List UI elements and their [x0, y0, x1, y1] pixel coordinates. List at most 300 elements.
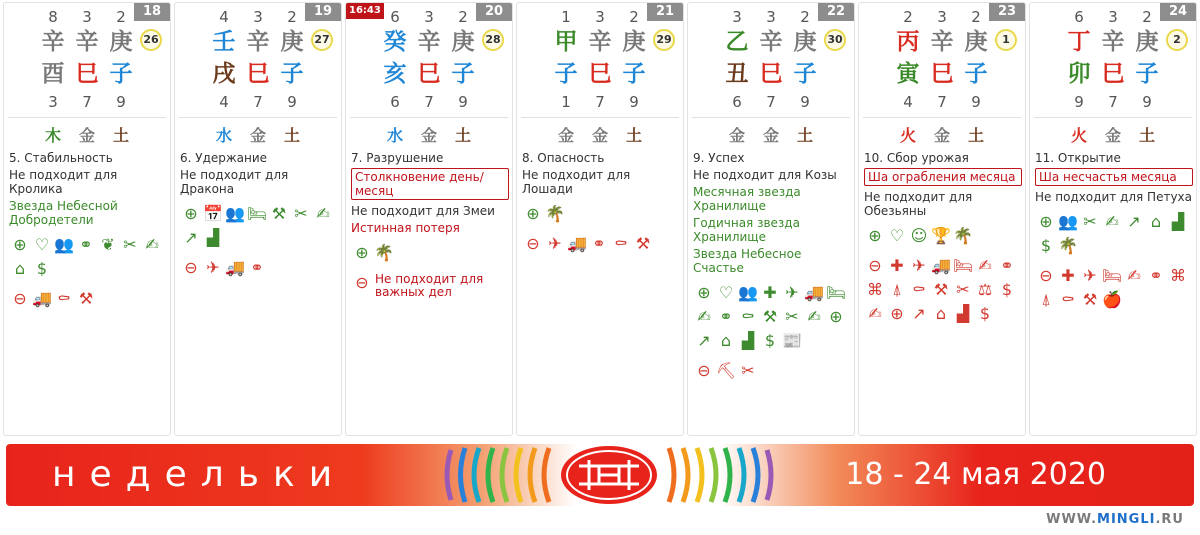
bad-activity-icon[interactable]: ⚭ [592, 234, 606, 253]
good-activity-icon[interactable]: ▟ [741, 331, 755, 350]
good-activity-icon[interactable]: ⚰ [741, 307, 755, 326]
stem-row [36, 27, 140, 57]
element-char: 火 [1070, 126, 1087, 145]
element-char: 水 [215, 126, 232, 145]
good-activity-icon[interactable]: ⊕ [184, 204, 198, 223]
day-details [180, 151, 338, 284]
element-char: 土 [112, 126, 129, 145]
bottom-number: 9 [629, 93, 639, 111]
top-number: 3 [1108, 8, 1118, 26]
bad-activity-icon[interactable]: 🛏 [1101, 266, 1123, 285]
bad-activity-icon[interactable]: $ [979, 304, 991, 323]
good-activity-icon[interactable]: ✍ [697, 307, 711, 326]
element-char: 金 [762, 126, 779, 145]
time-badge: 16:43 [346, 3, 384, 19]
good-activity-icon[interactable]: 🌴 [953, 226, 973, 245]
day-details [864, 151, 1022, 330]
branch-char: 巳 [1101, 61, 1125, 87]
branch-char: 子 [280, 61, 304, 87]
good-activity-icon[interactable]: ✍ [1105, 212, 1119, 231]
good-activity-icon[interactable]: ⊕ [355, 243, 369, 262]
element-char: 金 [728, 126, 745, 145]
top-numbers [36, 8, 140, 26]
bottom-numbers [378, 93, 482, 111]
branch-row [549, 59, 653, 89]
bottom-number: 4 [219, 93, 229, 111]
bad-activities [522, 232, 680, 256]
branch-char: 巳 [759, 61, 783, 87]
good-activity-icon[interactable]: ⊕ [829, 307, 843, 326]
day-note: Не подходит для Козы [693, 168, 837, 182]
bad-activity-icon[interactable]: ⊖ [868, 256, 882, 275]
site-suffix: .RU [1155, 512, 1184, 527]
top-number: 2 [971, 8, 981, 26]
branch-char: 卯 [1067, 61, 1091, 87]
element-row [378, 123, 482, 146]
moon-phase-icon: 27 [311, 29, 333, 51]
day-date: 19 [305, 3, 341, 21]
bad-activity-icon[interactable]: ✚ [1061, 266, 1075, 285]
branch-char: 寅 [896, 61, 920, 87]
day-title: 10. Сбор урожая [864, 151, 969, 165]
bad-activity-icon[interactable]: ⚭ [250, 258, 264, 277]
bad-activity-icon[interactable]: ⚒ [1082, 290, 1098, 309]
bad-activities [864, 254, 1022, 326]
bottom-numbers [549, 93, 653, 111]
stem-char: 甲 [554, 29, 578, 55]
good-activity-icon[interactable]: ↗ [697, 331, 711, 350]
bottom-number: 6 [732, 93, 742, 111]
good-activity-icon[interactable]: ♡ [889, 226, 905, 245]
good-activity-icon[interactable]: ⊕ [697, 283, 711, 302]
element-row [549, 123, 653, 146]
moon-phase-icon: 26 [140, 29, 162, 51]
bottom-numbers [36, 93, 140, 111]
good-activities [9, 233, 167, 281]
day-note: Не подходит для Петуха [1035, 190, 1193, 204]
bad-activity-icon[interactable]: ✚ [890, 256, 904, 275]
top-number: 6 [390, 8, 400, 26]
good-activity-icon[interactable]: 👥 [54, 235, 74, 254]
bad-activity-icon[interactable]: ⌂ [935, 304, 947, 323]
day-note: Ша ограбления месяца [864, 168, 1022, 186]
good-activity-icon[interactable]: ✂ [1083, 212, 1097, 231]
good-activity-icon[interactable]: ♡ [34, 235, 50, 254]
day-details [9, 151, 167, 315]
good-activity-icon[interactable]: 👥 [1058, 212, 1078, 231]
day-note: Ша несчастья месяца [1035, 168, 1193, 186]
stem-char: 辛 [75, 29, 99, 55]
bottom-number: 9 [116, 93, 126, 111]
day-note: Не подходит для Лошади [522, 168, 631, 196]
day-column [858, 2, 1026, 436]
stem-char: 庚 [1135, 29, 1159, 55]
good-activity-icon[interactable]: 🌴 [374, 243, 394, 262]
stem-char: 壬 [212, 29, 236, 55]
bottom-number: 9 [1142, 93, 1152, 111]
top-number: 6 [1074, 8, 1084, 26]
day-details [1035, 151, 1193, 316]
good-activity-icon[interactable]: ☺ [910, 226, 928, 245]
bad-activity-icon[interactable]: ⚒ [635, 234, 651, 253]
good-activity-icon[interactable]: 🛏 [825, 283, 847, 302]
element-row [36, 123, 140, 146]
day-note: Месячная звезда Хранилище [693, 185, 801, 213]
bottom-number: 7 [766, 93, 776, 111]
branch-char: 子 [1135, 61, 1159, 87]
site-url[interactable] [1046, 512, 1184, 527]
bottom-number: 9 [800, 93, 810, 111]
rainbow-logo-icon [439, 444, 779, 506]
bottom-number: 9 [971, 93, 981, 111]
stem-char: 庚 [793, 29, 817, 55]
good-activity-icon[interactable]: $ [36, 259, 48, 278]
day-column [3, 2, 171, 436]
stem-char: 庚 [451, 29, 475, 55]
bottom-numbers [207, 93, 311, 111]
good-activity-icon[interactable]: ▟ [1171, 212, 1185, 231]
top-number: 3 [732, 8, 742, 26]
divider [521, 117, 679, 118]
stem-char: 辛 [417, 29, 441, 55]
bottom-number: 9 [1074, 93, 1084, 111]
moon-phase-icon: 29 [653, 29, 675, 51]
bottom-number: 7 [253, 93, 263, 111]
bad-activity-icon[interactable]: ⊖ [13, 289, 27, 308]
good-activity-icon[interactable]: ↗ [1127, 212, 1141, 231]
top-number: 2 [458, 8, 468, 26]
good-activity-icon[interactable]: $ [1040, 236, 1052, 255]
bottom-number: 7 [937, 93, 947, 111]
top-number: 2 [903, 8, 913, 26]
top-number: 3 [937, 8, 947, 26]
day-note: Не подходит для Дракона [180, 168, 289, 196]
bad-activity-icon[interactable]: ⊖ [355, 273, 369, 292]
top-number: 8 [48, 8, 58, 26]
branch-char: 子 [109, 61, 133, 87]
bad-activity-icon[interactable]: ✍ [978, 256, 992, 275]
top-number: 3 [253, 8, 263, 26]
element-char: 金 [78, 126, 95, 145]
bottom-number: 7 [82, 93, 92, 111]
branch-char: 子 [793, 61, 817, 87]
day-title: 5. Стабильность [9, 151, 113, 165]
day-title: 7. Разрушение [351, 151, 444, 165]
top-number: 3 [424, 8, 434, 26]
stem-char: 辛 [246, 29, 270, 55]
bad-activity-icon[interactable]: 🚚 [931, 256, 951, 275]
day-date: 24 [1160, 3, 1196, 21]
stem-row [207, 27, 311, 57]
bad-activity-icon[interactable]: $ [1001, 280, 1013, 299]
good-activity-icon[interactable]: ♡ [718, 283, 734, 302]
day-column [516, 2, 684, 436]
day-date: 18 [134, 3, 170, 21]
top-number: 2 [1142, 8, 1152, 26]
bad-activity-icon[interactable]: ⚰ [614, 234, 628, 253]
element-char: 金 [249, 126, 266, 145]
bottom-number: 4 [903, 93, 913, 111]
bad-activity-icon[interactable]: ⚰ [912, 280, 926, 299]
stem-char: 辛 [1101, 29, 1125, 55]
branch-char: 巳 [75, 61, 99, 87]
bad-activity-icon[interactable]: 🚚 [567, 234, 587, 253]
bad-activity-icon[interactable]: 🍎 [1102, 290, 1122, 309]
branch-char: 亥 [383, 61, 407, 87]
branch-char: 子 [622, 61, 646, 87]
top-number: 3 [82, 8, 92, 26]
moon-phase-icon: 2 [1166, 29, 1188, 51]
bottom-numbers [1062, 93, 1166, 111]
good-activity-icon[interactable]: ✂ [123, 235, 137, 254]
bad-activity-icon[interactable]: ✈ [912, 256, 926, 275]
day-date: 22 [818, 3, 854, 21]
good-activity-icon[interactable]: ✂ [294, 204, 308, 223]
bottom-numbers [891, 93, 995, 111]
good-activities [522, 202, 680, 226]
bad-activity-icon[interactable]: ✈ [206, 258, 220, 277]
day-note: Годичная звезда Хранилище [693, 216, 800, 244]
good-activities [693, 281, 851, 353]
element-char: 金 [1104, 126, 1121, 145]
bad-activity-icon[interactable]: ⚭ [1149, 266, 1163, 285]
divider [692, 117, 850, 118]
good-activity-icon[interactable]: ⚒ [271, 204, 287, 223]
bad-activity-icon[interactable]: 🚚 [225, 258, 245, 277]
moon-phase-icon: 28 [482, 29, 504, 51]
good-activity-icon[interactable]: ⌂ [14, 259, 26, 278]
day-note: Звезда Небесной Добродетели [9, 199, 118, 227]
bad-activity-icon[interactable]: ⊖ [526, 234, 540, 253]
day-date: 20 [476, 3, 512, 21]
day-note: Не подходит для Змеи [351, 204, 495, 218]
stem-row [720, 27, 824, 57]
element-row [720, 123, 824, 146]
week-dates: 18 - 24 мая 2020 [845, 457, 1106, 492]
good-activities [1035, 210, 1193, 258]
stem-char: 庚 [280, 29, 304, 55]
bad-activity-icon[interactable]: 🛏 [952, 256, 974, 275]
good-activity-icon[interactable]: ↗ [184, 228, 198, 247]
good-activity-icon[interactable]: 🚚 [804, 283, 824, 302]
element-char: 土 [283, 126, 300, 145]
bad-activity-icon[interactable]: ⊖ [697, 361, 711, 380]
good-activity-icon[interactable]: ⚭ [79, 235, 93, 254]
day-note: Столкновение день/месяц [351, 168, 509, 200]
good-activity-icon[interactable]: ⌂ [720, 331, 732, 350]
day-title: 6. Удержание [180, 151, 268, 165]
branch-char: 子 [554, 61, 578, 87]
element-char: 土 [796, 126, 813, 145]
bottom-number: 7 [1108, 93, 1118, 111]
good-activity-icon[interactable]: ▟ [206, 228, 220, 247]
brand-title: недельки [52, 454, 347, 495]
top-numbers [1062, 8, 1166, 26]
good-activity-icon[interactable]: 👥 [738, 283, 758, 302]
element-char: 金 [557, 126, 574, 145]
day-note: Истинная потеря [351, 221, 460, 235]
good-activity-icon[interactable]: ⊕ [13, 235, 27, 254]
day-column [1029, 2, 1197, 436]
stem-char: 丙 [896, 29, 920, 55]
good-activity-icon[interactable]: ❦ [101, 235, 115, 254]
bottom-number: 7 [424, 93, 434, 111]
bad-activity-icon[interactable]: ✂ [956, 280, 970, 299]
good-activity-icon[interactable]: $ [764, 331, 776, 350]
branch-char: 子 [964, 61, 988, 87]
bad-activity-icon[interactable]: ✍ [1127, 266, 1141, 285]
stem-char: 庚 [964, 29, 988, 55]
top-number: 3 [595, 8, 605, 26]
stem-row [549, 27, 653, 57]
bad-activity-icon[interactable]: ▟ [956, 304, 970, 323]
bottom-number: 9 [458, 93, 468, 111]
stem-row [891, 27, 995, 57]
bad-activities [180, 256, 338, 280]
good-activity-icon[interactable]: 📅 [203, 204, 223, 223]
good-activity-icon[interactable]: 📰 [782, 331, 802, 350]
branch-char: 巳 [246, 61, 270, 87]
good-activity-icon[interactable]: ✈ [785, 283, 799, 302]
bad-activity-icon[interactable]: ⍋ [1041, 290, 1051, 309]
good-activity-icon[interactable]: ⊕ [1039, 212, 1053, 231]
branch-row [1062, 59, 1166, 89]
bottom-number: 3 [48, 93, 58, 111]
branch-char: 巳 [417, 61, 441, 87]
day-title: 9. Успех [693, 151, 745, 165]
element-char: 水 [386, 126, 403, 145]
warning-text: Не подходит для важных дел [375, 272, 484, 299]
good-activity-icon[interactable]: ⌂ [1150, 212, 1162, 231]
bad-activity-icon[interactable]: ⚒ [78, 289, 94, 308]
site-name: MINGLI [1097, 512, 1156, 527]
divider [863, 117, 1021, 118]
divider [179, 117, 337, 118]
top-numbers [378, 8, 482, 26]
branch-row [207, 59, 311, 89]
good-activity-icon[interactable]: ✍ [145, 235, 159, 254]
bad-activity-icon[interactable]: ✍ [868, 304, 882, 323]
top-number: 3 [766, 8, 776, 26]
bottom-number: 1 [561, 93, 571, 111]
bad-activity-icon[interactable]: 🚚 [32, 289, 52, 308]
bad-activity-icon[interactable]: ⚭ [1000, 256, 1014, 275]
day-title: 8. Опасность [522, 151, 605, 165]
stem-char: 庚 [109, 29, 133, 55]
element-char: 土 [967, 126, 984, 145]
element-char: 土 [1138, 126, 1155, 145]
stem-row [1062, 27, 1166, 57]
divider [1034, 117, 1192, 118]
bad-activities [1035, 264, 1193, 312]
bad-activities [9, 287, 167, 311]
bad-activities [693, 359, 851, 383]
day-note: Звезда Небесное Счастье [693, 247, 802, 275]
day-date: 21 [647, 3, 683, 21]
good-activity-icon[interactable]: ⚭ [719, 307, 733, 326]
moon-phase-icon: 30 [824, 29, 846, 51]
good-activity-icon[interactable]: 👥 [225, 204, 245, 223]
good-activity-icon[interactable]: ✂ [785, 307, 799, 326]
good-activity-icon[interactable]: ⊕ [526, 204, 540, 223]
element-char: 木 [44, 126, 61, 145]
top-number: 2 [800, 8, 810, 26]
stem-char: 丁 [1067, 29, 1091, 55]
element-row [1062, 123, 1166, 146]
bad-activity-icon[interactable]: ⌘ [867, 280, 883, 299]
bad-activity-icon[interactable]: ⊖ [1039, 266, 1053, 285]
stem-char: 辛 [759, 29, 783, 55]
bad-activity-icon[interactable]: ✈ [548, 234, 562, 253]
good-activity-icon[interactable]: 🛏 [246, 204, 268, 223]
element-char: 土 [625, 126, 642, 145]
stem-char: 辛 [41, 29, 65, 55]
top-numbers [891, 8, 995, 26]
top-numbers [549, 8, 653, 26]
bad-activity-icon[interactable]: ⚒ [933, 280, 949, 299]
day-note: Не подходит для Обезьяны [864, 190, 973, 218]
branch-char: 巳 [588, 61, 612, 87]
bad-activity-icon[interactable]: ⚰ [1061, 290, 1075, 309]
bottom-number: 7 [595, 93, 605, 111]
day-details [693, 151, 851, 387]
branch-row [891, 59, 995, 89]
branch-char: 丑 [725, 61, 749, 87]
element-char: 火 [899, 126, 916, 145]
top-numbers [720, 8, 824, 26]
stem-char: 庚 [622, 29, 646, 55]
bad-activity-icon[interactable]: ✂ [741, 361, 755, 380]
good-activity-icon[interactable]: ⊕ [868, 226, 882, 245]
branch-char: 巳 [930, 61, 954, 87]
stem-row [378, 27, 482, 57]
good-activity-icon[interactable]: ✍ [316, 204, 330, 223]
element-char: 金 [420, 126, 437, 145]
good-activity-icon[interactable]: ✚ [763, 283, 777, 302]
day-details [351, 151, 509, 303]
good-activity-icon[interactable]: ✍ [807, 307, 821, 326]
good-activities [351, 241, 509, 265]
divider [350, 117, 508, 118]
top-number: 1 [561, 8, 571, 26]
bad-activities [351, 271, 509, 299]
bad-activity-icon[interactable]: ⊖ [184, 258, 198, 277]
site-prefix: WWW. [1046, 512, 1098, 527]
moon-phase-icon: 1 [995, 29, 1017, 51]
bad-activity-icon[interactable]: ⌘ [1170, 266, 1186, 285]
bad-activity-icon[interactable]: ⚰ [57, 289, 71, 308]
top-number: 2 [287, 8, 297, 26]
top-number: 2 [629, 8, 639, 26]
good-activity-icon[interactable]: 🌴 [1058, 236, 1078, 255]
good-activities [180, 202, 338, 250]
day-details [522, 151, 680, 260]
top-number: 4 [219, 8, 229, 26]
bad-activity-icon[interactable]: ⊕ [890, 304, 904, 323]
good-activity-icon[interactable]: 🏆 [931, 226, 951, 245]
bad-activity-icon[interactable]: ⚖ [977, 280, 993, 299]
branch-char: 戌 [212, 61, 236, 87]
bad-activity-icon[interactable]: ↗ [912, 304, 926, 323]
bad-activity-icon[interactable]: ⍋ [892, 280, 902, 299]
bad-activity-icon[interactable]: ⛏ [715, 361, 737, 380]
bad-activity-icon[interactable]: ✈ [1083, 266, 1097, 285]
day-note: Не подходит для Кролика [9, 168, 118, 196]
good-activities [864, 224, 1022, 248]
good-activity-icon[interactable]: 🌴 [545, 204, 565, 223]
good-activity-icon[interactable]: ⚒ [762, 307, 778, 326]
branch-char: 酉 [41, 61, 65, 87]
